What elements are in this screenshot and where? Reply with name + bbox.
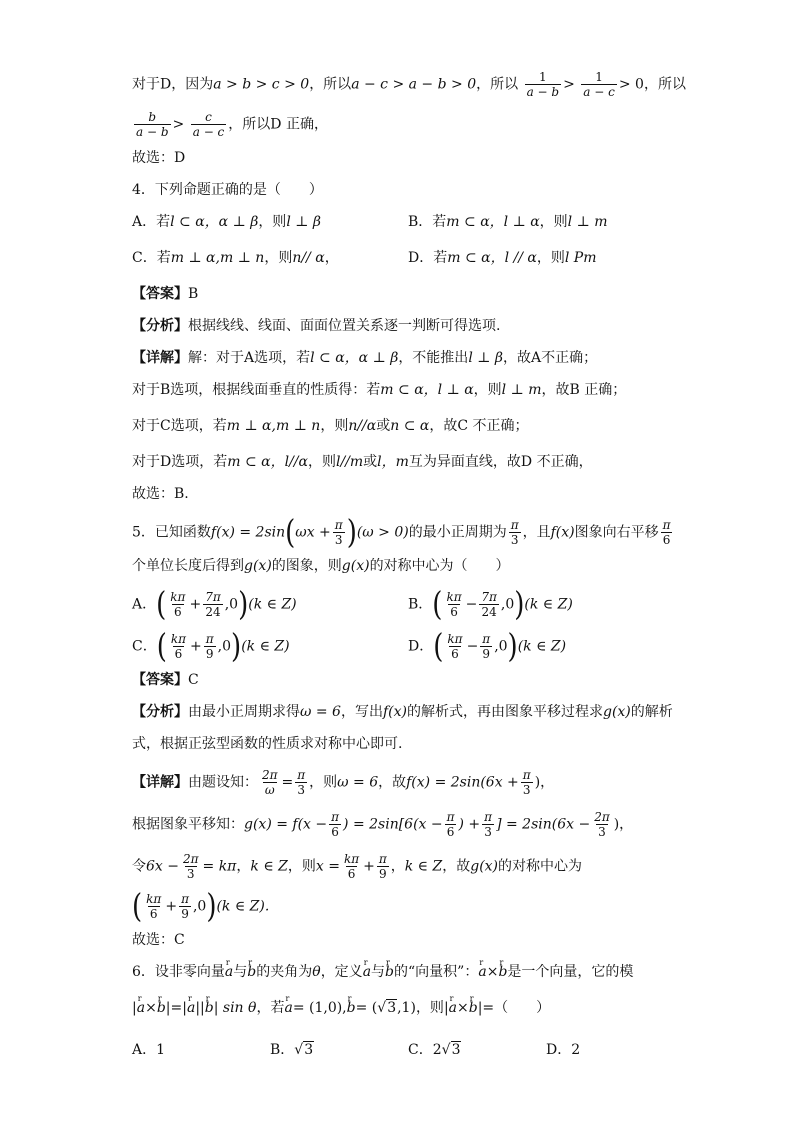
q5-option-d: D．( $\frac{k\pi}{6}$ − $\frac{\pi}{9}$ ,0)(k ∈ Z) [408, 627, 567, 666]
q5-stem-1: 5．已知函数f(x) = 2sin(ωx + $\frac{\pi}{3}$ )(ω > 0)的最小正周期为 $\frac{\pi}{3}$ ，且f(x)图象向右平移 $\frac{\pi}{6}$ [132, 513, 671, 552]
math: > [563, 76, 575, 93]
q6-option-b: B．√3 [270, 1042, 314, 1058]
q4-analysis: 【分析】根据线线、线面、面面位置关系逐一判断可得选项. [132, 318, 501, 334]
q5-detail-2: 根据图象平移知：g(x) = f(x − $\frac{\pi}{6}$ ) = 2sin[6(x − $\frac{\pi}{6}$ ) + $\frac{\pi}{3}$ ] = 2sin(6x − $\frac{2\pi}{3}$ )， [132, 810, 634, 839]
text: ，所以D 正确， [228, 116, 328, 133]
fraction: $\frac{1}{a - c}$ [583, 70, 615, 99]
q5-analysis-1: 【分析】由最小正周期求得ω = 6，写出f(x)的解析式，再由图象平移过程求g(x)的解析 [132, 704, 673, 720]
q4-detail-3: 对于C选项，若m ⊥ α,m ⊥ n，则n//α或n ⊂ α，故C 不正确； [132, 418, 529, 434]
q4-detail-4: 对于D选项，若m ⊂ α，l//α，则l//m或l，m互为异面直线，故D 不正确， [132, 454, 593, 470]
q5-answer: 【答案】C [132, 672, 199, 688]
q6-option-a: A．1 [132, 1042, 166, 1058]
q4-option-a: A．若l ⊂ α，α ⊥ β，则l ⊥ β [132, 214, 321, 230]
text: ，所以 [309, 76, 352, 93]
q5-detail-1: 【详解】由题设知： $\frac{2\pi}{\omega}$ = $\frac{\pi}{3}$ ，则ω = 6，故f(x) = 2sin(6x + $\frac{\pi}{3}$ )， [132, 768, 555, 797]
q6-stem-1: 6．设非零向量r a与r b的夹角为θ，定义r a与r b的“向量积”：r a×r b是一个向量，它的模 [132, 962, 633, 982]
math: > [172, 116, 185, 133]
q5-stem-2: 个单位长度后得到g(x)的图象，则g(x)的对称中心为（ ） [132, 558, 510, 574]
q5-detail-4: ( $\frac{k\pi}{6}$ + $\frac{\pi}{9}$ ,0)(k ∈ Z). [132, 887, 270, 926]
q5-option-a: A．( $\frac{k\pi}{6}$ + $\frac{7\pi}{24}$ ,0)(k ∈ Z) [132, 585, 297, 624]
q3-answer: 故选：D [132, 150, 186, 166]
q4-option-b: B．若m ⊂ α，l ⊥ α，则l ⊥ m [408, 214, 608, 230]
q5-detail-3: 令6x − $\frac{2\pi}{3}$ = kπ，k ∈ Z，则x = $\frac{k\pi}{6}$ + $\frac{\pi}{9}$ ，k ∈ Z，故g(x)的对称中心为 [132, 852, 583, 881]
q6-option-c: C．2√3 [408, 1042, 461, 1058]
fraction: $\frac{c}{a - c}$ [192, 110, 225, 139]
text: ，所以 [476, 76, 519, 93]
q4-detail-1: 【详解】解：对于A选项，若l ⊂ α，α ⊥ β，不能推出l ⊥ β，故A不正确； [132, 350, 598, 366]
q3-detail-line-1 [132, 70, 686, 99]
q6-stem-2: |r a×r b|=|r a||r b| sin θ，若r a= (1,0),r b= (√3,1)，则|r a×r b|=（ ） [132, 998, 550, 1018]
q6-option-d: D．2 [546, 1042, 581, 1058]
q5-option-c: C．( $\frac{k\pi}{6}$ + $\frac{\pi}{9}$ ,0)(k ∈ Z) [132, 627, 290, 666]
fraction: $\frac{1}{a - b}$ [526, 70, 560, 99]
q5-analysis-2: 式，根据正弦型函数的性质求对称中心即可. [132, 736, 403, 752]
q3-detail-line-2 [132, 110, 328, 139]
fraction: $\frac{b}{a - b}$ [136, 110, 169, 139]
q4-answer: 【答案】B [132, 286, 199, 302]
q4-option-c: C．若m ⊥ α,m ⊥ n，则n// α， [132, 250, 339, 266]
q4-option-d: D．若m ⊂ α，l // α，则l Pm [408, 250, 597, 266]
text: 对于D，因为 [132, 76, 214, 93]
q4-stem: 4．下列命题正确的是（ ） [132, 182, 323, 198]
q5-option-b: B．( $\frac{k\pi}{6}$ − $\frac{7\pi}{24}$ ,0)(k ∈ Z) [408, 585, 573, 624]
math: a − c > a − b > 0 [351, 76, 477, 93]
math: > 0 [618, 76, 644, 93]
q4-final: 故选：B. [132, 486, 189, 502]
text: ，所以 [643, 76, 686, 93]
q5-final: 故选：C [132, 932, 185, 948]
math: a > b > c > 0 [213, 76, 310, 93]
q4-detail-2: 对于B选项，根据线面垂直的性质得：若m ⊂ α，l ⊥ α，则l ⊥ m，故B 正确； [132, 382, 627, 398]
